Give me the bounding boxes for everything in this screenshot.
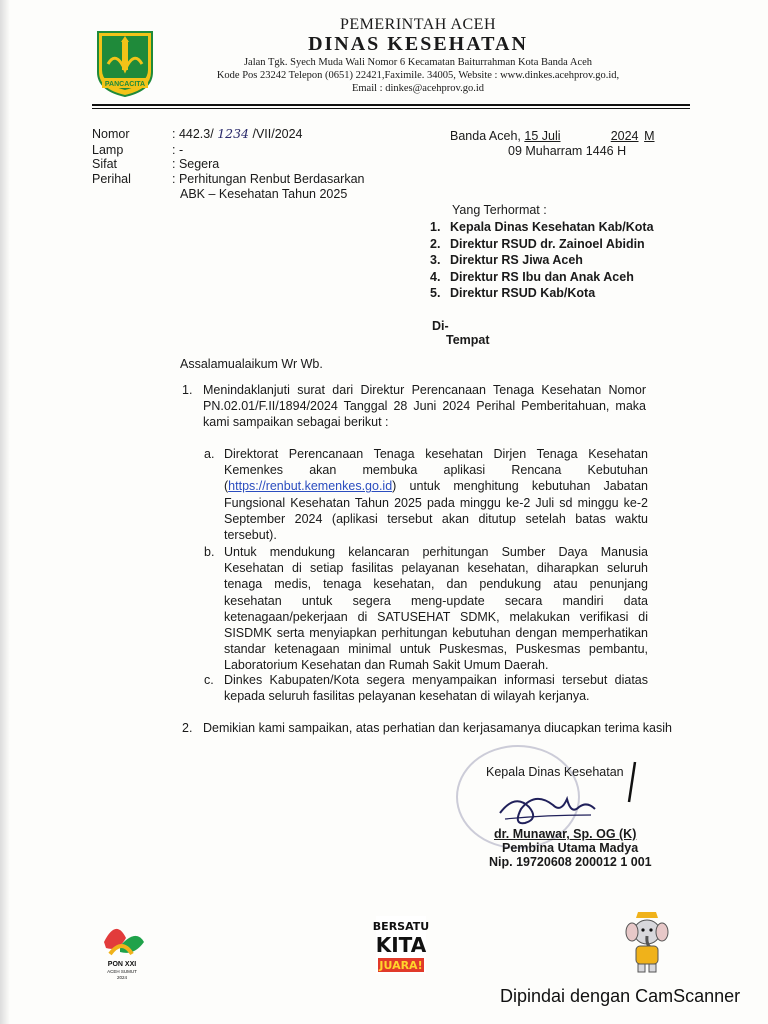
agency-contact: Kode Pos 23242 Telepon (0651) 22421,Faximile. 34005, Website : www.dinkes.acehprov.go.id,	[216, 70, 620, 81]
signatory-rank: Pembina Utama Madya	[502, 841, 639, 855]
recipient-item	[430, 237, 654, 254]
letterhead	[150, 16, 686, 95]
item-a-post: ) untuk menghitung kebutuhan Jabatan Fungsional Kesehatan Tahun 2025 pada minggu ke-2 Juli sd minggu ke-2 September 2024 (aplikasi tersebut akan ditutup setelah batas waktu tersebut).	[224, 479, 648, 543]
item-b-letter: b.	[204, 545, 215, 559]
nomor-prefix: : 442.3/	[172, 127, 218, 141]
slogan-mid: KITA	[375, 933, 427, 957]
recipient-num: 4.	[430, 269, 441, 284]
nomor-suffix: /VII/2024	[249, 127, 303, 141]
camscanner-watermark: Dipindai dengan CamScanner	[500, 986, 741, 1006]
recipient-item	[430, 220, 654, 237]
agency-name: DINAS KESEHATAN	[308, 33, 528, 55]
para1-number: 1.	[182, 383, 193, 397]
para1-text: Menindaklanjuti surat dari Direktur Perencanaan Tenaga Kesehatan Nomor PN.02.01/F.II/1894/2024 Tanggal 28 Juni 2024 Perihal Pemberitahuan, maka kami sampaikan sebagai berikut :	[203, 383, 646, 430]
slogan-bottom: JUARA!	[379, 959, 423, 972]
greeting: Assalamualaikum Wr Wb.	[180, 357, 323, 371]
pon-title: PON XXI	[107, 961, 137, 968]
nomor-label: Nomor	[92, 127, 130, 141]
lamp-value: : -	[172, 143, 184, 157]
hijri-date: 09 Muharram 1446 H	[508, 144, 627, 158]
perihal-label: Perihal	[92, 172, 131, 186]
signatory-title: Kepala Dinas Kesehatan	[486, 765, 624, 779]
date-year: 2024	[610, 129, 639, 143]
item-a-pre: Direktorat Perencanaan Tenaga kesehatan Dirjen Tenaga Kesehatan Kemenkes akan membuka aplikasi Rencana Kebutuhan (	[224, 447, 648, 494]
date-suffix: M	[644, 129, 655, 143]
recipient-item	[430, 270, 654, 287]
tempat-label: Tempat	[446, 333, 490, 347]
para2-number: 2.	[182, 721, 193, 735]
pon-year: 2024	[116, 975, 128, 980]
date-day-month: 15 Juli	[524, 129, 561, 143]
recipient-item	[430, 253, 654, 270]
recipient-list	[430, 220, 654, 303]
letter-date	[450, 128, 655, 144]
recipient-num: 5.	[430, 286, 441, 300]
pen-stroke-mark	[625, 760, 639, 804]
item-a-letter: a.	[204, 447, 215, 461]
recipient-num: 1.	[430, 220, 441, 234]
sifat-value: : Segera	[172, 157, 220, 171]
perihal-value-line2: ABK – Kesehatan Tahun 2025	[180, 187, 348, 201]
nomor-handwritten: 1234	[217, 126, 249, 141]
lamp-label: Lamp	[92, 143, 124, 157]
letterhead-rule	[92, 104, 690, 106]
signatory-name: dr. Munawar, Sp. OG (K)	[494, 827, 637, 841]
letterhead-rule-thin	[92, 108, 690, 109]
scan-edge-shadow	[0, 0, 10, 1024]
recipient-text: Direktur RSUD Kab/Kota	[450, 286, 596, 300]
item-b-text: Untuk mendukung kelancaran perhitungan Sumber Daya Manusia Kesehatan di setiap fasilitas pelayanan kesehatan, diharapkan seluruh tenaga medis, tenaga kesehatan, dan pendukung atau penunjang kesehatan untuk segera meng-update secara mandiri data ketenagaan/pekerjaan di SATUSEHAT SDMK, melakukan verifikasi di SISDMK serta menyiapkan perhitungan kebutuhan dengan memperhatikan standar ketenagaan minimal untuk Puskesmas, Puskesmas pembantu, Laboratorium Kesehatan dan Rumah Sakit Umum Daerah.	[224, 545, 648, 673]
sifat-label: Sifat	[92, 157, 118, 171]
recipients-intro: Yang Terhormat :	[452, 203, 547, 217]
recipient-num: 2.	[430, 236, 441, 251]
perihal-value: : Perhitungan Renbut Berdasarkan	[172, 172, 365, 186]
aceh-emblem-logo	[94, 26, 156, 98]
item-a-text	[224, 446, 648, 543]
date-city: Banda Aceh,	[450, 129, 525, 143]
nomor-value	[172, 126, 303, 142]
item-c-letter: c.	[204, 673, 214, 687]
recipient-num: 3.	[430, 253, 441, 267]
recipient-text: Direktur RS Jiwa Aceh	[450, 253, 583, 267]
recipient-text: Direktur RS Ibu dan Anak Aceh	[450, 269, 634, 284]
renbut-link[interactable]: https://renbut.kemenkes.go.id	[228, 479, 393, 494]
recipient-item	[430, 286, 654, 303]
logo-label: PANCACITA	[104, 81, 146, 88]
para2-text: Demikian kami sampaikan, atas perhatian dan kerjasamanya diucapkan terima kasih	[203, 721, 672, 735]
signatory-nip: Nip. 19720608 200012 1 001	[489, 855, 652, 869]
pon-subtitle: ACEH SUMUT	[107, 969, 137, 974]
di-label: Di-	[432, 319, 449, 333]
slogan-top: BERSATU	[372, 920, 430, 933]
mascot-elephant-icon	[622, 910, 672, 976]
govt-name: PEMERINTAH ACEH	[340, 16, 496, 33]
recipient-text: Kepala Dinas Kesehatan Kab/Kota	[450, 220, 654, 234]
bersatu-kita-juara-logo	[372, 914, 432, 976]
recipient-text: Direktur RSUD dr. Zainoel Abidin	[450, 236, 645, 251]
agency-address: Jalan Tgk. Syech Muda Wali Nomor 6 Kecamatan Baiturrahman Kota Banda Aceh	[243, 57, 593, 68]
item-c-text: Dinkes Kabupaten/Kota segera menyampaikan informasi tersebut diatas kepada seluruh fasilitas pelayanan kesehatan di wilayah kerjanya.	[224, 673, 648, 704]
pon-xxi-logo	[96, 918, 148, 982]
agency-email: Email : dinkes@acehprov.go.id	[351, 83, 485, 94]
